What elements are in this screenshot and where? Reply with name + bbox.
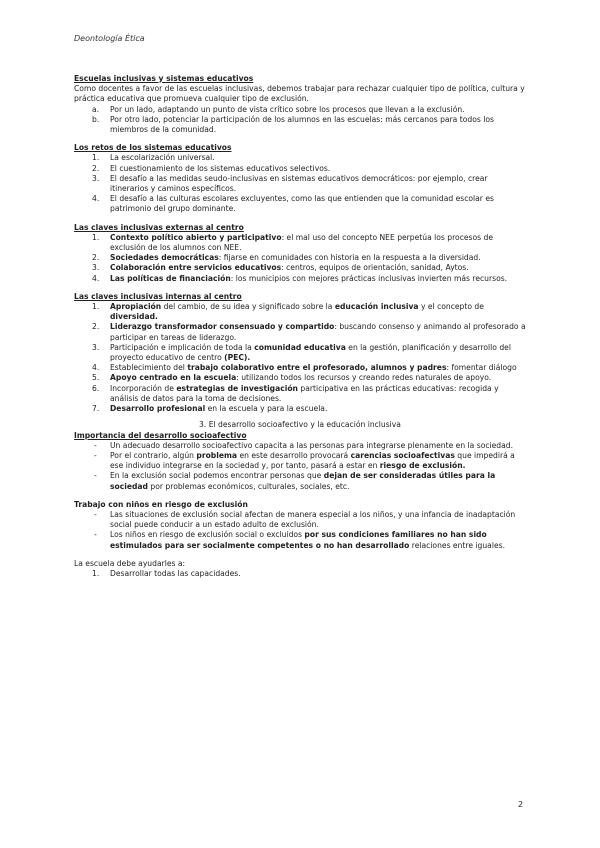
bold-text: carencias socioafectivas (350, 450, 455, 460)
section-title: Importancia del desarrollo socioafectivo (74, 430, 247, 440)
bold-text: (PEC). (224, 353, 251, 363)
bold-text: dejan de ser consideradas útiles para la sociedad (110, 471, 496, 491)
list-marker: 4. (92, 194, 100, 204)
list-item (74, 115, 526, 135)
bold-text: trabajo colaborativo entre el profesorado, alumnos y padres (187, 363, 447, 373)
list-text: Un adecuado desarrollo socioafectivo capacita a las personas para integrarse plenamente en la sociedad. (110, 440, 514, 450)
list-marker: - (94, 450, 97, 460)
list-text: : utilizando todos los recursos y creando redes naturales de apoyo. (236, 373, 492, 383)
bold-text: Liderazgo transformador consensuado y compartido (110, 322, 335, 332)
list-item (74, 322, 526, 342)
page-number: 2 (518, 800, 524, 809)
list-item (74, 373, 526, 383)
list-marker: 3. (92, 342, 100, 352)
list-text: El desafío a las culturas escolares excluyentes, como las que entienden que la comunidad escolar es patrimonio del grupo dominante. (110, 194, 494, 214)
list-text: relaciones entre iguales. (409, 540, 505, 550)
section-trabajo-ninos (74, 500, 526, 551)
list-marker: 1. (92, 302, 100, 312)
list-marker: - (94, 440, 97, 450)
bold-text: por sus condiciones familiares no han sido estimulados para ser socialmente competentes o no han desarrollado (110, 530, 487, 550)
list-item (74, 530, 526, 550)
list-text: y el concepto de (418, 302, 484, 312)
paragraph: Como docentes a favor de las escuelas inclusivas, debemos trabajar para rechazar cualquier tipo de política, cultura y práctica educativa que promueva cualquier tipo de exclusión. (74, 84, 525, 104)
page-header: Deontología Ética (74, 34, 145, 43)
bold-text: Sociedades democráticas (110, 253, 219, 263)
section-escuelas-inclusivas (74, 74, 526, 135)
list-text: : centros, equipos de orientación, sanidad, Aytos. (281, 263, 469, 273)
section-title: Escuelas inclusivas y sistemas educativos (74, 74, 254, 83)
bold-text: Colaboración entre servicios educativos (110, 263, 282, 273)
list-marker: 4. (92, 273, 100, 283)
list-marker: 3. (92, 173, 100, 183)
list-text: : fomentar diálogo (446, 363, 517, 373)
bold-text: Las políticas de financiación (110, 273, 231, 283)
list-item (74, 404, 526, 414)
list-item (74, 105, 526, 115)
list-marker: 2. (92, 253, 100, 263)
list-text: en la gestión, planificación y desarrollo del proyecto educativo de centro (110, 342, 511, 363)
list-item (74, 510, 526, 530)
bold-text: educación inclusiva (334, 302, 419, 312)
list-text: Las situaciones de exclusión social afectan de manera especial a los niños, y una infancia de inadaptación social puede conducir a un estado adulto de exclusión. (110, 509, 516, 530)
list-marker: 5. (92, 373, 100, 383)
list-text: por problemas económicos, culturales, sociales, etc. (148, 481, 350, 491)
list-marker: 6. (92, 383, 100, 393)
section-escuela-ayuda (74, 559, 526, 579)
bold-text: comunidad educativa (254, 342, 346, 352)
list-item (74, 153, 526, 163)
section-desarrollo-socioafectivo (74, 420, 526, 491)
section-title: Los retos de los sistemas educativos (74, 143, 232, 153)
list-text: participativa en las prácticas educativas: recogida y análisis de datos para la toma de decisiones. (110, 383, 499, 403)
list-item (74, 253, 526, 263)
list-marker: b. (92, 114, 100, 124)
list-text: : buscando consenso y animando al profesorado a participar en tareas de liderazgo. (110, 322, 526, 342)
bold-text: problema (196, 450, 238, 460)
list-marker: 1. (92, 568, 100, 578)
list-text: del cambio, de su idea y significado sobre la (161, 302, 335, 312)
list-marker: 3. (92, 263, 100, 273)
numbered-list (74, 569, 526, 579)
list-text: En la exclusión social podemos encontrar personas que (110, 471, 324, 481)
list-text: Por el contrario, algún (110, 450, 197, 460)
bold-text: Desarrollo profesional (110, 404, 206, 414)
chapter-heading: 3. El desarrollo socioafectivo y la educación inclusiva (199, 420, 401, 430)
list-item (74, 363, 526, 373)
list-marker: 4. (92, 363, 100, 373)
list-marker: a. (92, 104, 100, 114)
section-title: Trabajo con niños en riesgo de exclusión (74, 499, 248, 509)
list-marker: 2. (92, 163, 100, 173)
list-text: Desarrollar todas las capacidades. (110, 568, 241, 578)
paragraph: La escuela debe ayudarles a: (74, 558, 186, 568)
list-text: La escolarización universal. (110, 153, 215, 163)
list-text: El desafío a las medidas seudo-inclusivas en sistemas educativos democráticos: por ejemplo, crear itinerarios y caminos específicos. (110, 173, 488, 194)
bold-text: diversidad. (110, 312, 158, 322)
list-marker: 7. (92, 404, 100, 414)
bold-text: riesgo de exclusión. (379, 461, 466, 471)
list-marker: - (94, 509, 97, 519)
lettered-list (74, 105, 526, 136)
list-text: que impedirá a ese individuo integrarse en la sociedad y, por tanto, pasará a estar en (110, 450, 515, 471)
list-item (74, 174, 526, 194)
page-content (74, 74, 526, 587)
list-item (74, 343, 526, 363)
bullet-list (74, 510, 526, 551)
list-text: : los municipios con mejores prácticas inclusivas invierten más recursos. (230, 273, 508, 283)
list-marker: 1. (92, 153, 100, 163)
list-text: Participación e implicación de toda la (110, 342, 255, 352)
list-marker: - (94, 530, 97, 540)
list-text: Establecimiento del (110, 363, 188, 373)
bold-text: Contexto político abierto y participativo (110, 232, 282, 242)
list-item (74, 471, 526, 491)
list-text: : el mal uso del concepto NEE perpetúa los procesos de exclusión de los alumnos con NEE. (110, 232, 494, 253)
section-title: Las claves inclusivas externas al centro (74, 222, 244, 232)
list-item (74, 384, 526, 404)
section-title: Las claves inclusivas internas al centro (74, 291, 242, 301)
list-item (74, 451, 526, 471)
bold-text: estrategias de investigación (176, 383, 298, 393)
list-item (74, 569, 526, 579)
list-marker: 1. (92, 232, 100, 242)
list-item (74, 194, 526, 214)
list-item (74, 302, 526, 322)
list-text: Incorporación de (110, 383, 177, 393)
numbered-list (74, 153, 526, 214)
list-text: Por un lado, adaptando un punto de vista crítico sobre los procesos que llevan a la exclusión. (110, 104, 465, 114)
section-claves-internas (74, 292, 526, 414)
list-text: en este desarrollo provocará (237, 450, 351, 460)
list-text: en la escuela y para la escuela. (205, 404, 328, 414)
list-marker: - (94, 471, 97, 481)
list-item (74, 274, 526, 284)
list-text: El cuestionamiento de los sistemas educativos selectivos. (110, 163, 331, 173)
list-text: Los niños en riesgo de exclusión social o excluidos (110, 530, 305, 540)
bullet-list (74, 441, 526, 492)
bold-text: Apropiación (110, 302, 162, 312)
section-retos (74, 143, 526, 214)
section-claves-externas (74, 223, 526, 284)
list-item (74, 263, 526, 273)
numbered-list (74, 233, 526, 284)
bold-text: Apoyo centrado en la escuela (110, 373, 237, 383)
list-item (74, 441, 526, 451)
list-marker: 2. (92, 322, 100, 332)
list-item (74, 164, 526, 174)
list-text: : fijarse en comunidades con historia en la respuesta a la diversidad. (218, 253, 481, 263)
list-text: Por otro lado, potenciar la participación de los alumnos en las escuelas: más cercanos para todos los miembros de la comunidad. (110, 114, 494, 135)
list-item (74, 233, 526, 253)
numbered-list (74, 302, 526, 414)
